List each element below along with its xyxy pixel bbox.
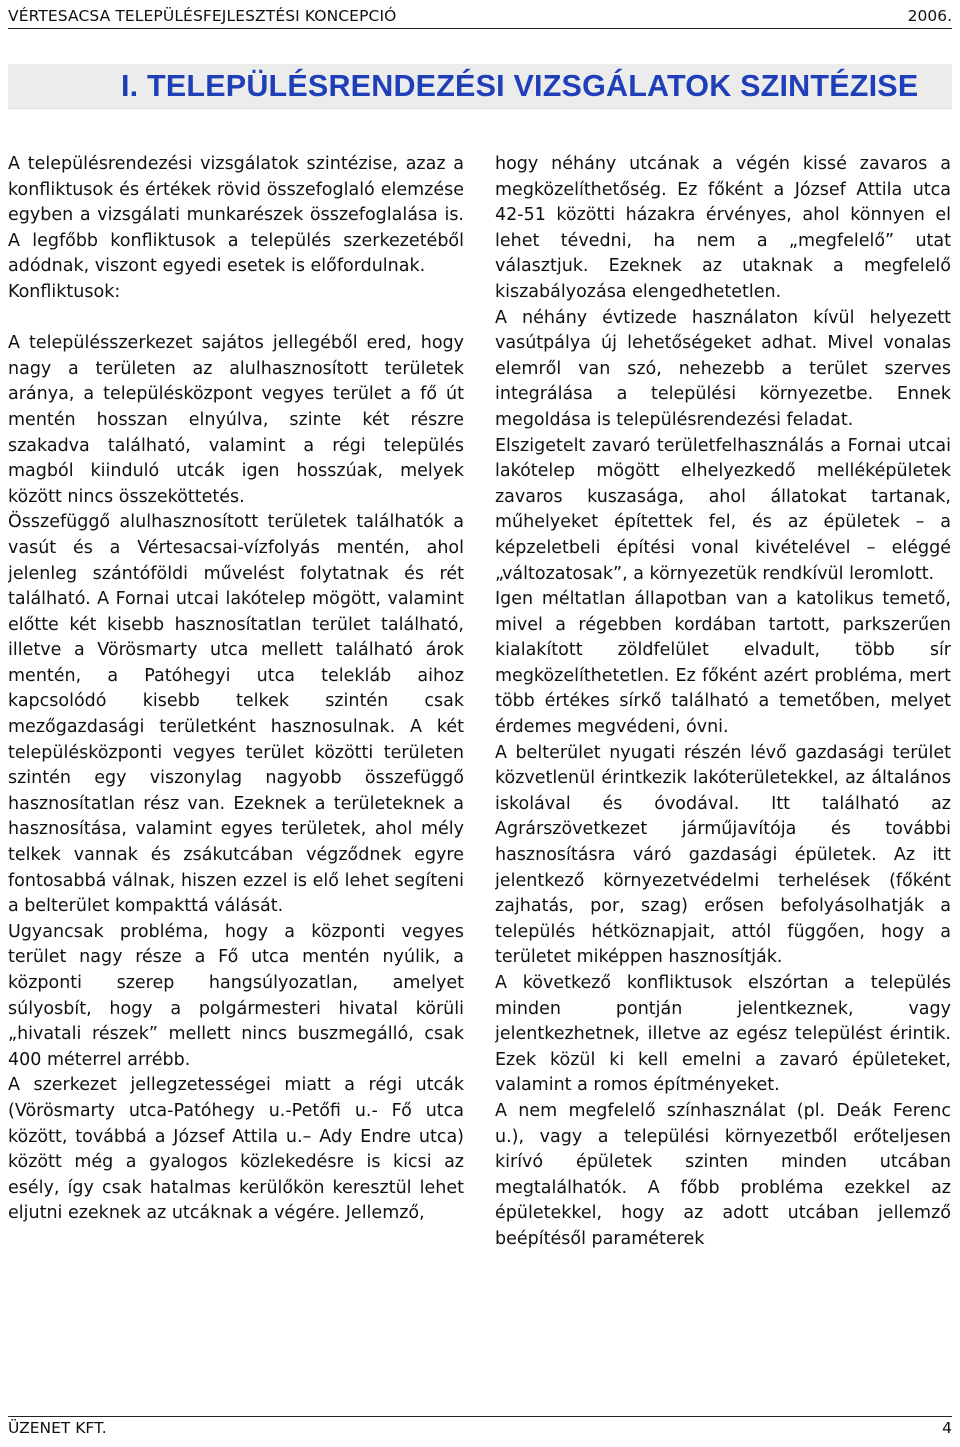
section-title: I. TELEPÜLÉSRENDEZÉSI VIZSGÁLATOK SZINTÉZISE — [8, 64, 952, 109]
paragraph: Összefüggő alulhasznosított területek találhatók a vasút és a Vértesacsai-vízfolyás mentén, ahol jelenleg szántóföldi művelést folytatnak és rét található. A Fornai utcai lakótelep mögött, valamint előtte két kisebb hasznosítatlan terület található, illetve a Vörösmarty utca mellett található árok mentén, a Patóhegyi utca telekláb aihoz kapcsolódó kisebb telkek szintén csak mezőgazdasági területként hasznosulnak. A két településközponti vegyes terület közötti területen szintén egy viszonylag nagyobb összefüggő hasznosítatlan rész van. Ezeknek a területeknek a hasznosítása, valamint egyes területek, ahol mély telkek vannak és zsákutcában végződnek egyre fontosabbá válnak, hiszen ezzel is elő lehet segíteni a belterület kompakttá válását. — [8, 512, 464, 917]
conflicts-heading: Konfliktusok: — [8, 281, 121, 302]
intro-paragraph: A településrendezési vizsgálatok szintézise, azaz a konfliktusok és értékek rövid összefoglaló elemzése egyben a vizsgálati munkarészek összefoglalása is. A legfőbb konfliktusok a település szerkezetéből adódnak, viszont egyedi esetek is előfordulnak. — [8, 154, 464, 277]
paragraph: A néhány évtizede használaton kívül helyezett vasútpálya új lehetőségeket adhat. Mivel vonalas elemről van szó, nehezebb a terület szerves integrálása a települési környezetbe. Ennek megoldása is településrendezési feladat. — [495, 307, 951, 430]
page-footer — [8, 1416, 952, 1438]
paragraph: A belterület nyugati részén lévő gazdasági terület közvetlenül érintkezik lakóterületekkel, az általános iskolával és óvodával. Itt található az Agrárszövetkezet járműjavítója és további hasznosításra váró gazdasági épületek. Az itt jelentkező környezetvédelmi terhelések (főként zajhatás, por, szag) erősen befolyásolhatják a település hétköznapjait, attól függően, hogy a területet miképpen hasznosítják. — [495, 742, 951, 968]
document-title: VÉRTESACSA TELEPÜLÉSFEJLESZTÉSI KONCEPCIÓ — [8, 7, 397, 25]
paragraph: A nem megfelelő színhasználat (pl. Deák Ferenc u.), vagy a települési környezetből erőteljesen kirívó épületek szinten minden utcában megtalálhatók. A főbb probléma ezekkel az épületekkel, hogy az adott utcában jellemző beépítésől paraméterek — [495, 1100, 951, 1249]
paragraph: Igen méltatlan állapotban van a katolikus temető, mivel a régebben kordában tartott, parkszerűen kialakított zöldfelület elvadult, több sír megközelíthetetlen. Ez főként azért probléma, mert több értékes sírkő található a temetőben, melyet érdemes megvédeni, óvni. — [495, 589, 951, 738]
paragraph: Elszigetelt zavaró területfelhasználás a Fornai utcai lakótelep mögött elhelyezkedő melléképületek zavaros kuszasága, ahol állatokat tartanak, műhelyeket építettek fel, és az épületek – a képzeletbeli építési vonal kivételével – eléggé „változatosak”, a környezetük rendkívül leromlott. — [495, 435, 951, 584]
document-year: 2006. — [907, 7, 952, 25]
paragraph: A szerkezet jellegzetességei miatt a régi utcák (Vörösmarty utca-Patóhegy u.-Petőfi u.- Fő utca között, továbbá a József Attila u.– Ady Endre utca) között még a gyalogos közlekedésre is kicsi az esély, így csak hatalmas kerülőkön keresztül lehet eljutni ezeknek az utcáknak a végére. Jellemző, — [8, 1075, 464, 1224]
right-column — [495, 152, 951, 1392]
paragraph: hogy néhány utcának a végén kissé zavaros a megközelíthetőség. Ez főként a József Attila utca 42-51 közötti házakra érvényes, ahol könnyen el lehet tévedni, ha nem a „megfelelő” utat választjuk. Ezeknek az utaknak a megfelelő kiszabályozása elengedhetetlen. — [495, 154, 951, 302]
paragraph: A településszerkezet sajátos jellegéből ered, hogy nagy a területen az alulhasznosított területek aránya, a településközpont vegyes terület a fő út mentén hosszan elnyúlva, szinte két részre szakadva található, valamint a régi település magból kiinduló utcák igen hosszúak, melyek között nincs összeköttetés. — [8, 333, 464, 507]
paragraph: Ugyancsak probléma, hogy a központi vegyes terület nagy része a Fő utca mentén nyúlik, a központi szerep hangsúlyozatlan, amelyet súlyosbít, hogy a polgármesteri hivatal körüli „hivatali részek” mellett nincs buszmegálló, csak 400 méterrel arrébb. — [8, 921, 464, 1070]
company-name: ÜZENET KFT. — [8, 1419, 107, 1437]
paragraph: A következő konfliktusok elszórtan a település minden pontján jelentkeznek, vagy jelentkezhetnek, illetve az egész települést érintik. Ezek közül ki kell emelni a zavaró épületeket, valamint a romos építményeket. — [495, 973, 951, 1096]
left-column — [8, 152, 464, 1392]
page-header — [8, 5, 952, 29]
page-number: 4 — [942, 1419, 952, 1437]
